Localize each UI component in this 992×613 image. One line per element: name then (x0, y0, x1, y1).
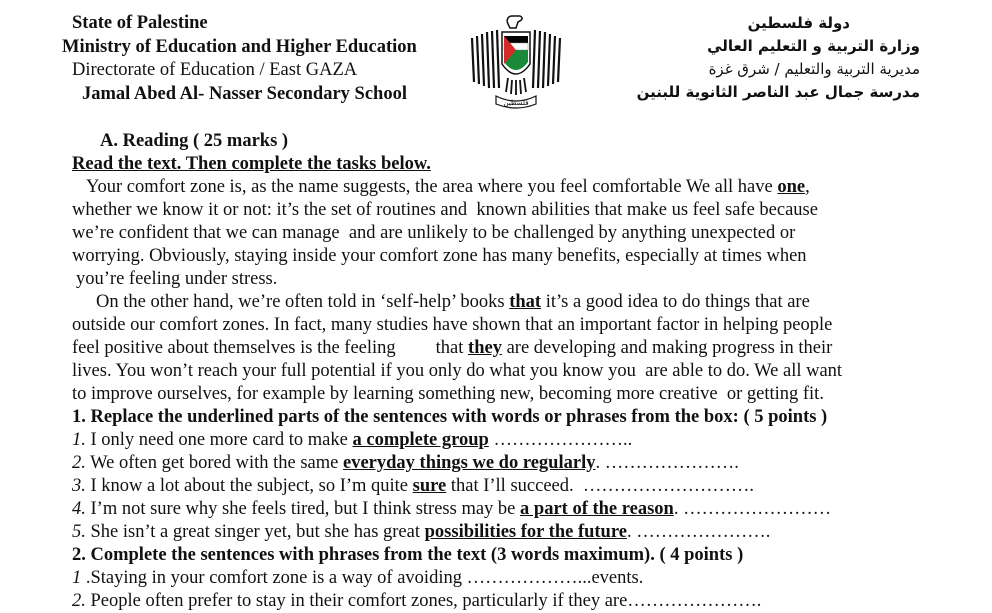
passage-text: , (805, 177, 810, 197)
passage-line (72, 360, 920, 383)
section-title: A. Reading ( 25 marks ) (100, 131, 289, 151)
header-directorate-ar: مديرية التربية والتعليم / شرق غزة (708, 60, 920, 78)
passage-line (72, 222, 920, 245)
passage-line (72, 245, 920, 268)
item-number: 3. (72, 476, 86, 496)
item-underlined: a complete group (352, 430, 489, 450)
passage-text: On the other hand, we’re often told in ‘self-help’ books (96, 292, 510, 312)
answer-blank: . …………………. (595, 453, 739, 473)
answer-blank: that I’ll succeed. ………………………. (446, 476, 754, 496)
header-ministry: Ministry of Education and Higher Education (62, 36, 417, 57)
answer-blank: . …………………… (673, 499, 832, 519)
passage-line (72, 383, 920, 406)
task2-heading-text: 2. Complete the sentences with phrases from the text (3 words maximum). ( 4 points ) (72, 545, 744, 565)
palestine-eagle-emblem-icon (466, 12, 566, 110)
task1-item (72, 475, 920, 498)
answer-blank: ………………….. (488, 430, 633, 450)
item-number: 1. (72, 430, 86, 450)
underlined-word-that: that (509, 292, 542, 312)
item-text: .Staying in your comfort zone is a way of avoiding ………………...events. (81, 568, 644, 588)
passage-line (72, 176, 920, 199)
passage-text: that (435, 338, 469, 358)
header-directorate: Directorate of Education / East GAZA (72, 60, 358, 80)
passage-line (72, 268, 920, 291)
item-underlined: possibilities for the future (424, 522, 627, 542)
exam-content (72, 130, 920, 613)
header-ministry-ar: وزارة التربية و التعليم العالي (707, 37, 920, 55)
task2-item (72, 567, 920, 590)
item-number: 2. (72, 453, 86, 473)
instruction-text: Read the text. Then complete the tasks below. (72, 154, 431, 174)
passage-text: lives. You won’t reach your full potential if you only do what you know you are able to do. We all want (72, 361, 843, 381)
item-number: 5. (72, 522, 86, 542)
task2-heading (72, 544, 920, 567)
header-english (62, 12, 462, 106)
task1-heading-text: 1. Replace the underlined parts of the sentences with words or phrases from the box: ( 5 points ) (72, 407, 828, 427)
item-underlined: sure (412, 476, 447, 496)
item-text: I know a lot about the subject, so I’m quite (85, 476, 413, 496)
item-text: I only need one more card to make (85, 430, 353, 450)
passage-line (72, 314, 920, 337)
item-text: She isn’t a great singer yet, but she has great (85, 522, 425, 542)
task1-item (72, 498, 920, 521)
task1-item (72, 452, 920, 475)
item-number: 1 (72, 568, 82, 588)
passage-line (72, 291, 920, 314)
item-number: 2. (72, 591, 86, 611)
task1-heading (72, 406, 920, 429)
underlined-word-one: one (777, 177, 806, 197)
answer-blank: . …………………. (626, 522, 771, 542)
item-text: We often get bored with the same (85, 453, 343, 473)
passage-text: we’re confident that we can manage and are unlikely to be challenged by anything unexpected or (72, 223, 796, 243)
passage-line (72, 199, 920, 222)
passage-text: whether we know it or not: it’s the set of routines and known abilities that make us feel safe because (72, 200, 818, 220)
item-text: People often prefer to stay in their comfort zones, particularly if they are…………………. (85, 591, 762, 611)
passage-text: you’re feeling under stress. (76, 269, 278, 289)
passage-text: Your comfort zone is, as the name suggests, the area where you feel comfortable We all have (86, 177, 778, 197)
task1-item (72, 521, 920, 544)
header-state: State of Palestine (72, 13, 208, 33)
emblem-banner-text: فلسطين (503, 99, 529, 107)
header-school: Jamal Abed Al- Nasser Secondary School (82, 83, 407, 104)
passage-text: worrying. Obviously, staying inside your comfort zone has many benefits, especially at times when (72, 246, 807, 266)
item-text: I’m not sure why she feels tired, but I think stress may be (85, 499, 521, 519)
item-underlined: everyday things we do regularly (342, 453, 596, 473)
passage-text: to improve ourselves, for example by learning something new, becoming more creative or getting fit. (72, 384, 824, 404)
passage-text: are developing and making progress in their (501, 338, 833, 358)
header-arabic (620, 12, 920, 104)
item-number: 4. (72, 499, 86, 519)
header-state-ar: دولة فلسطين (747, 14, 850, 32)
header-school-ar: مدرسة جمال عبد الناصر الثانوية للبنين (636, 83, 920, 101)
section-instruction (72, 153, 920, 176)
task1-item (72, 429, 920, 452)
underlined-word-they: they (468, 338, 502, 358)
passage-text: feel positive about themselves is the feeling (72, 338, 396, 358)
item-underlined: a part of the reason (520, 499, 674, 519)
passage-line (72, 337, 920, 360)
passage-text: it’s a good idea to do things that are (541, 292, 810, 312)
passage-text: outside our comfort zones. In fact, many studies have shown that an important factor in helping people (72, 315, 833, 335)
